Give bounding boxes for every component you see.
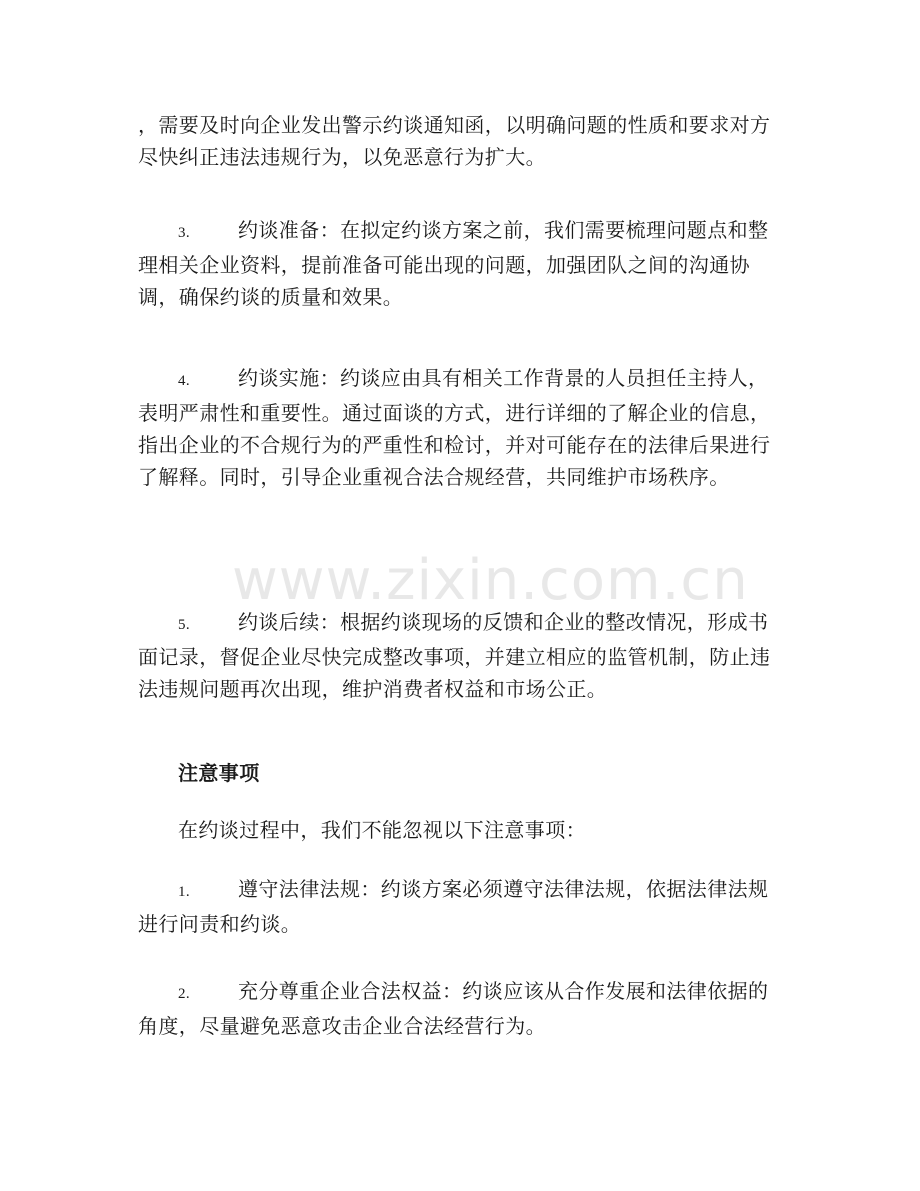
list-item-5 bbox=[138, 606, 778, 705]
note-item-1 bbox=[138, 873, 778, 940]
paragraph-intro: ，需要及时向企业发出警示约谈通知函，以明确问题的性质和要求对方尽快纠正违法违规行为，以免恶意行为扩大。 bbox=[138, 113, 771, 169]
list-text: 约谈后续：根据约谈现场的反馈和企业的整改情况，形成书面记录，督促企业尽快完成整改事项，并建立相应的监管机制，防止违法违规问题再次出现，维护消费者权益和市场公正。 bbox=[138, 610, 771, 701]
list-item-4 bbox=[138, 362, 778, 493]
lead-paragraph: 在约谈过程中，我们不能忽视以下注意事项： bbox=[178, 818, 586, 842]
note-item-2 bbox=[138, 975, 778, 1042]
list-number: 5. bbox=[178, 617, 191, 633]
watermark: www.zixin.com.cn bbox=[232, 548, 749, 613]
section-heading: 注意事项 bbox=[178, 761, 260, 785]
list-text: 遵守法律法规：约谈方案必须遵守法律法规，依据法律法规进行问责和约谈。 bbox=[138, 877, 769, 936]
list-text: 约谈准备：在拟定约谈方案之前，我们需要梳理问题点和整理相关企业资料，提前准备可能出现的问题，加强团队之间的沟通协调，确保约谈的质量和效果。 bbox=[138, 218, 769, 309]
list-number: 3. bbox=[178, 225, 191, 241]
list-number: 2. bbox=[178, 986, 191, 1002]
list-number: 4. bbox=[178, 373, 191, 389]
list-text: 约谈实施：约谈应由具有相关工作背景的人员担任主持人，表明严肃性和重要性。通过面谈的方式，进行详细的了解企业的信息，指出企业的不合规行为的严重性和检讨，并对可能存在的法律后果进行了解释。同时，引导企业重视合法合规经营，共同维护市场秩序。 bbox=[138, 366, 771, 489]
list-item-3 bbox=[138, 214, 778, 313]
list-text: 充分尊重企业合法权益：约谈应该从合作发展和法律依据的角度，尽量避免恶意攻击企业合法经营行为。 bbox=[138, 979, 769, 1038]
list-number: 1. bbox=[178, 884, 191, 900]
